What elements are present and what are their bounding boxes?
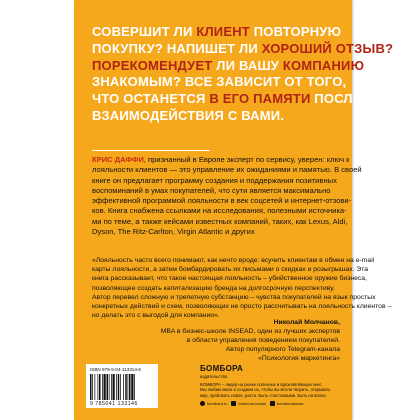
barcode-bar bbox=[120, 374, 121, 400]
publisher-subtitle: издательство bbox=[200, 374, 228, 379]
barcode-bar bbox=[90, 374, 92, 400]
reviewer-name: Николай Молчанов, bbox=[273, 319, 340, 326]
barcode-bar bbox=[123, 374, 124, 400]
barcode-icon bbox=[90, 374, 154, 400]
quote-line: Автор перевел сложную и трепетную субстанцию – чувства покупателей на язык простых bbox=[92, 293, 376, 301]
barcode-bar bbox=[116, 374, 117, 400]
headline-line bbox=[92, 108, 344, 125]
quote-line: позволяющее создать капитализацию бренда на долгосрочную перспективу. bbox=[92, 284, 335, 292]
barcode-number: 9 785041 133146 bbox=[90, 401, 138, 407]
barcode-bar bbox=[102, 374, 103, 400]
description-line: Dyson, The Ritz-Carlton, Virgin Atlantic и других bbox=[92, 227, 255, 237]
barcode-bar bbox=[104, 374, 106, 400]
headline-text: СОВЕРШИТ ЛИ bbox=[92, 24, 197, 39]
author-name: КРИС ДАФФИ bbox=[92, 155, 144, 164]
barcode-bar bbox=[125, 374, 127, 400]
barcode-bar bbox=[107, 374, 109, 400]
globe-icon bbox=[200, 401, 205, 406]
description-line: ми по теме, а также кейсами известных компаний, таких, как Lexus, Aldi, bbox=[92, 216, 348, 226]
reviewer-credential: «Психология маркетинга» bbox=[258, 355, 340, 362]
headline-line bbox=[92, 24, 344, 41]
barcode-bar bbox=[131, 374, 133, 400]
barcode-bar bbox=[109, 374, 110, 400]
social-label: bombora.books bbox=[238, 401, 267, 406]
headline-line bbox=[92, 57, 365, 75]
reviewer-credential: в области управления поведением покупателей. bbox=[186, 337, 340, 344]
social-label: bombora.ru bbox=[207, 401, 228, 406]
book-back-cover bbox=[74, 0, 394, 420]
publisher-name: БОМБОРА bbox=[200, 364, 244, 373]
imprint-line: Мы любим книги и создаем их, чтобы вы могли творить, открывать bbox=[200, 387, 331, 393]
headline-text: ЗНАКОМЫМ? ВСЕ ЗАВИСИТ ОТ ТОГО, bbox=[92, 74, 347, 90]
quote-line: карты лояльности, а затем бомбардировать их письмами о скидках и розыгрышах. Эта bbox=[92, 266, 369, 274]
headline-text: ВЗАИМОДЕЙСТВИЯ С ВАМИ. bbox=[92, 107, 285, 123]
description-line: воспоминаний в умах покупателей, что сути является максимально bbox=[92, 185, 331, 195]
headline-line bbox=[92, 74, 347, 91]
review-quote bbox=[92, 256, 392, 320]
barcode-bar bbox=[118, 374, 120, 400]
reviewer-credential: MBA в бизнес-школе INSEAD, один из лучших экспертов bbox=[160, 328, 340, 335]
headline-highlight: ХОРОШИЙ ОТЗЫВ? bbox=[261, 40, 394, 56]
isbn-text: ISBN 978-5-04-113314-6 bbox=[90, 367, 141, 372]
barcode-bar bbox=[129, 374, 131, 400]
publisher-logo bbox=[200, 364, 244, 379]
description-line: ков. Книга снабжена ссылками на исследования, полезными источника- bbox=[92, 206, 347, 216]
barcode-bar bbox=[92, 374, 93, 400]
quote-line: книга рассказывает, что такое настоящая лояльность – убийственное оружие бизнеса, bbox=[92, 275, 367, 283]
social-label: bomborabooks bbox=[277, 401, 304, 406]
headline-text: ЛИ ВАШУ bbox=[216, 57, 283, 73]
quote-line: но делать это с выгодой для компании». bbox=[92, 312, 220, 320]
vk-icon bbox=[270, 401, 275, 406]
barcode-bar bbox=[111, 374, 112, 400]
reviewer-credential: Автор популярного Telegram-канала bbox=[225, 346, 340, 353]
imprint-line: мир, пробовать новое, расти. Быть счастливыми. Быть на волне. bbox=[200, 392, 327, 398]
headline-highlight: КОМПАНИЮ bbox=[282, 57, 365, 73]
headline bbox=[92, 24, 394, 125]
description-first-line bbox=[92, 155, 350, 165]
headline-line bbox=[92, 40, 394, 58]
barcode-bar bbox=[98, 374, 99, 400]
publisher-socials bbox=[200, 401, 304, 406]
reviewer-signature bbox=[90, 318, 340, 363]
headline-text: ПОСЛЕ bbox=[310, 91, 362, 107]
book-description bbox=[92, 155, 362, 237]
barcode-bar bbox=[95, 374, 96, 400]
social-instagram[interactable] bbox=[231, 401, 266, 406]
description-line: книге он предлагает программу создания и поддержания позитивных bbox=[92, 175, 337, 185]
barcode-panel bbox=[86, 364, 158, 408]
quote-line: конкретных действий и схем, позволяющих не просто рассчитывать на лояльность клиентов – bbox=[92, 303, 392, 311]
social-website[interactable] bbox=[200, 401, 227, 406]
headline-text: ПОВТОРНУЮ bbox=[249, 24, 342, 39]
barcode-bar bbox=[113, 374, 115, 400]
barcode-bar bbox=[128, 374, 129, 400]
headline-line bbox=[92, 91, 362, 108]
instagram-icon bbox=[231, 401, 236, 406]
quote-line: «Лояльность часто всего понимают, как нечто вроде: всучить клиентам в обмен на e-mail bbox=[92, 257, 375, 264]
description-first-line-text: , признанный в Европе эксперт по сервису, уверен: ключ к bbox=[143, 155, 350, 164]
publisher-imprint bbox=[200, 382, 340, 398]
divider-line bbox=[92, 150, 210, 151]
headline-text: ПОКУПКУ? НАПИШЕТ ЛИ bbox=[92, 40, 262, 56]
imprint-line: БОМБОРА – лидер на рынке полезных и вдохновляющих книг. bbox=[200, 382, 322, 387]
headline-text: ЧТО ОСТАНЕТСЯ bbox=[92, 91, 210, 107]
description-line: эффективной программой лояльности в век соцсетей и интернет-отзови- bbox=[92, 196, 352, 206]
social-vk[interactable] bbox=[270, 401, 303, 406]
barcode-bar bbox=[134, 374, 135, 400]
headline-highlight: В ЕГО ПАМЯТИ bbox=[209, 91, 311, 107]
description-line: лояльности клиентов — это управление их ожиданиями и памятью. В своей bbox=[92, 165, 362, 175]
headline-highlight: ПОРЕКОМЕНДУЕТ bbox=[92, 57, 217, 73]
headline-highlight: КЛИЕНТ bbox=[196, 24, 250, 39]
barcode-bar bbox=[99, 374, 101, 400]
